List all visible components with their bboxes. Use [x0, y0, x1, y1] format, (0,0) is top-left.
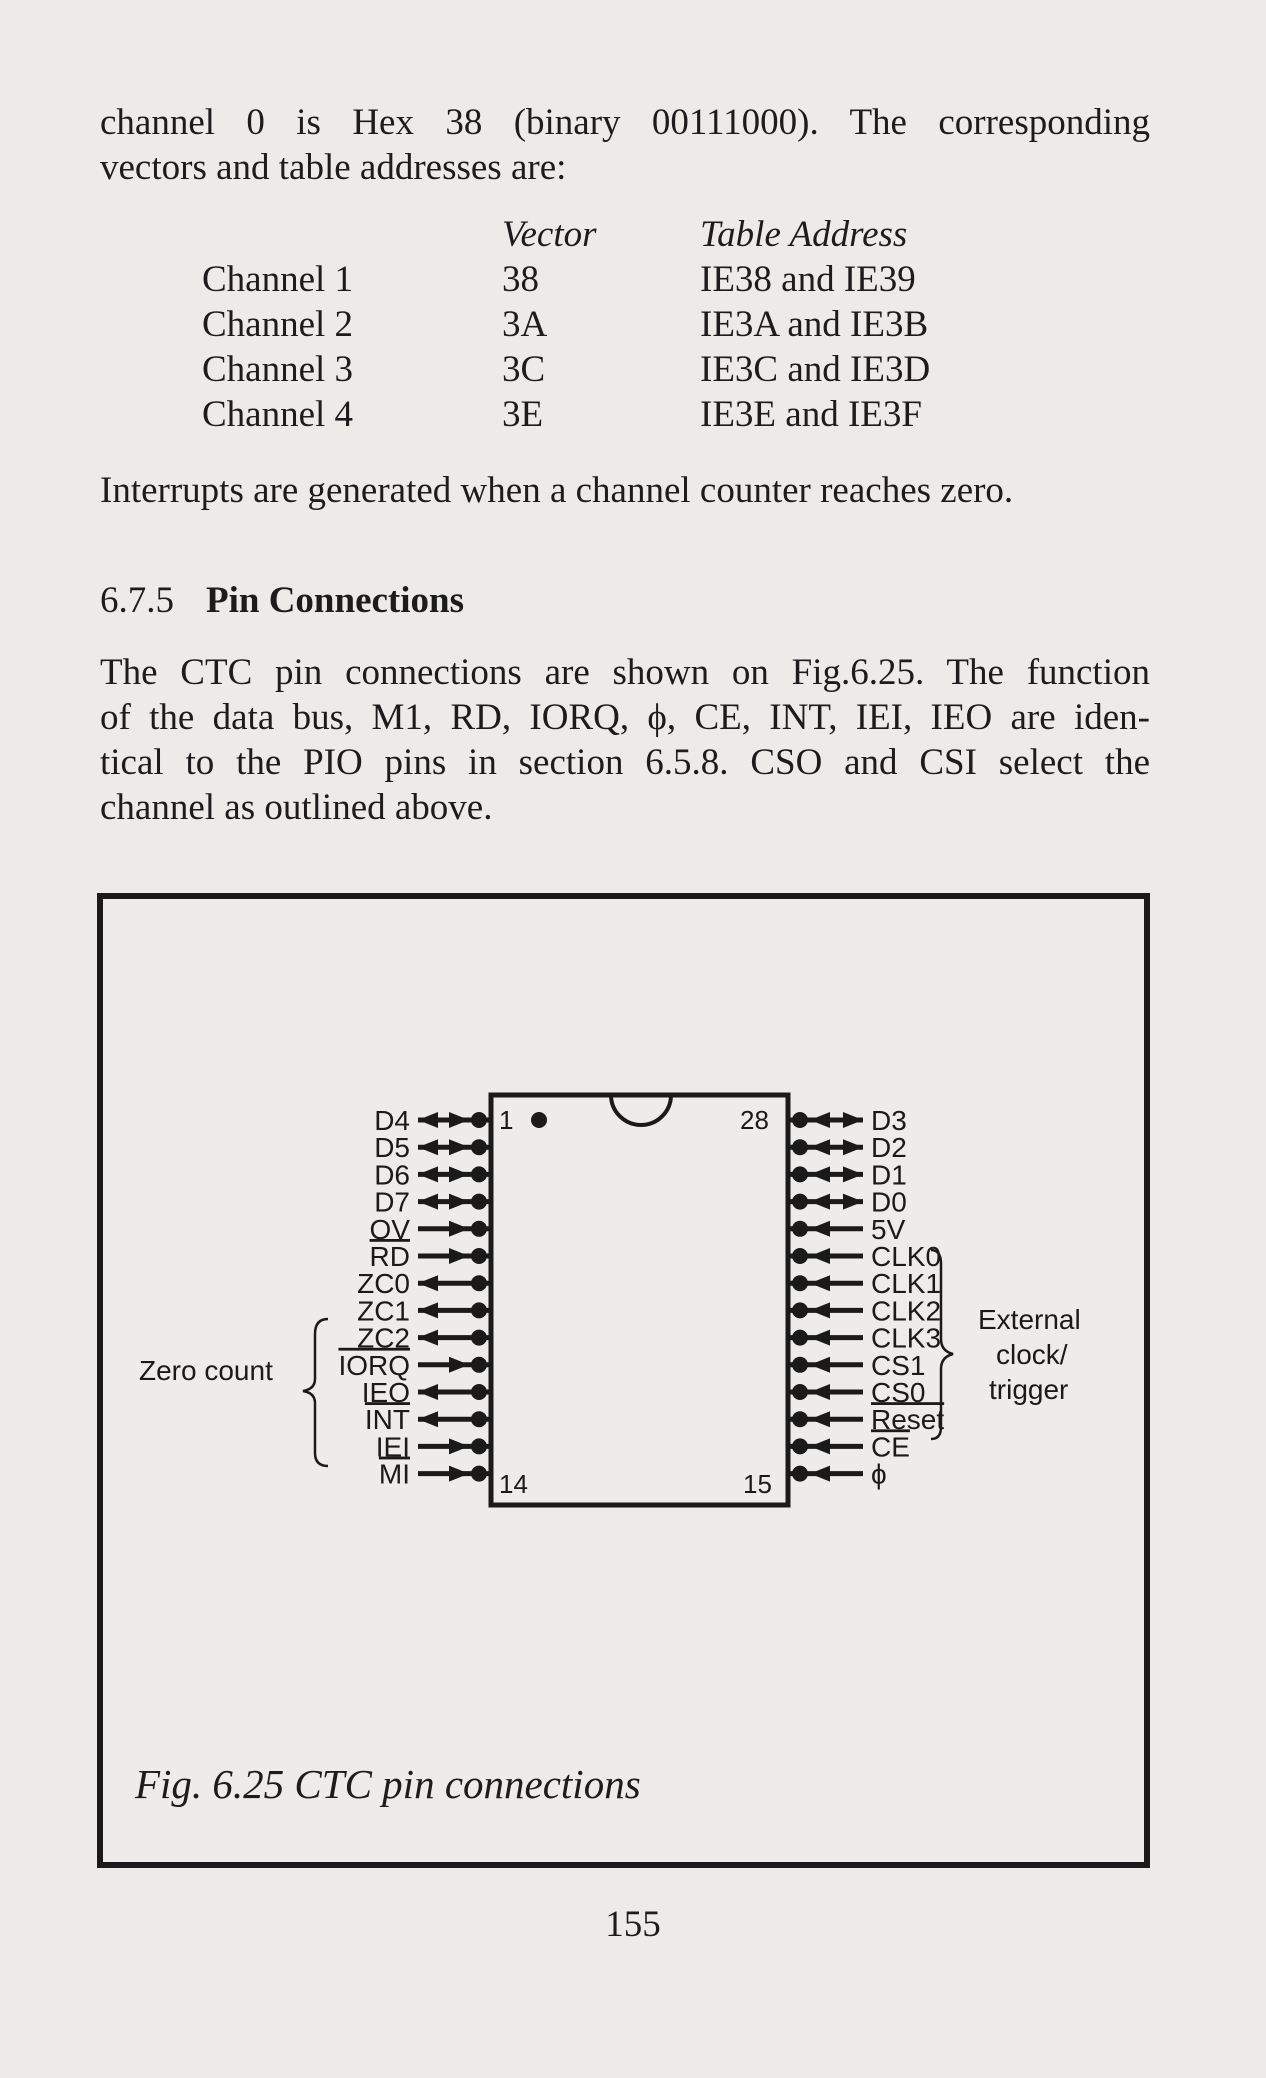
- section-title: Pin Connections: [206, 580, 465, 621]
- row-vector: 38: [502, 259, 539, 300]
- pin-label: D6: [374, 1159, 410, 1191]
- right-pin-group: [788, 1105, 944, 1490]
- intro-paragraph: [100, 100, 1150, 190]
- zero-count-label: Zero count: [139, 1355, 273, 1386]
- chip-body: [491, 1095, 788, 1505]
- pin1-dot: [531, 1112, 547, 1128]
- ctc-pin-figure: [97, 893, 1150, 1868]
- row-channel: Channel 1: [202, 259, 354, 300]
- pin-reset: [788, 1404, 944, 1435]
- pin-ce: [788, 1431, 910, 1462]
- pin-label: IEI: [375, 1431, 410, 1463]
- row-channel: Channel 3: [202, 349, 354, 390]
- pin-diagram: [103, 899, 1144, 1862]
- row-address: IE3E and IE3F: [700, 394, 922, 435]
- pin-label: INT: [364, 1404, 410, 1436]
- pin-label: ZC0: [357, 1268, 410, 1300]
- pin-label: D4: [374, 1105, 410, 1136]
- table-row: [0, 257, 1266, 302]
- table-row: [0, 302, 1266, 347]
- pin-label: CS1: [871, 1349, 926, 1381]
- interrupts-paragraph: [100, 468, 1150, 513]
- row-address: IE3C and IE3D: [700, 349, 931, 390]
- pin-mi: [379, 1459, 491, 1490]
- pin-label: MI: [378, 1458, 410, 1490]
- pin-label: 5V: [871, 1213, 906, 1245]
- chip-notch: [611, 1095, 671, 1125]
- pin-label: ZC2: [357, 1322, 410, 1354]
- pin-number-15: 15: [743, 1469, 772, 1499]
- pin-line-2: of the data bus, M1, RD, IORQ, ϕ, CE, INT, IEI, IEO are iden-: [100, 697, 1150, 738]
- pin-label: D2: [871, 1132, 907, 1164]
- zero-count-brace: [303, 1319, 328, 1466]
- pin-label: D7: [374, 1186, 410, 1218]
- row-address: IE3A and IE3B: [700, 304, 929, 345]
- intro-line-2: vectors and table addresses are:: [100, 147, 567, 188]
- pin-label: CS0: [871, 1377, 926, 1408]
- pin-label: CLK3: [871, 1322, 942, 1354]
- table-row: [0, 392, 1266, 437]
- pin-line-4: channel as outlined above.: [100, 787, 493, 828]
- pin-label: RD: [369, 1241, 410, 1272]
- pin-: [788, 1459, 887, 1490]
- section-heading: [100, 578, 464, 623]
- pin-number-14: 14: [499, 1469, 528, 1499]
- pin-paragraph: [100, 650, 1150, 830]
- pin-label: D0: [871, 1186, 907, 1218]
- external-label-line-2: clock/: [996, 1339, 1068, 1370]
- vector-table-header: [0, 212, 1266, 257]
- pin-label: D3: [871, 1105, 907, 1136]
- pin-label: IEO: [361, 1377, 410, 1408]
- external-label-line-3: trigger: [989, 1374, 1069, 1405]
- header-vector: Vector: [502, 214, 597, 255]
- row-address: IE38 and IE39: [700, 259, 916, 300]
- row-vector: 3C: [502, 349, 546, 390]
- pin-label: CLK1: [871, 1268, 942, 1300]
- section-number: 6.7.5: [100, 580, 174, 621]
- figure-caption: Fig. 6.25 CTC pin connections: [135, 1761, 641, 1807]
- pin-label: CE: [871, 1431, 910, 1463]
- table-row: [0, 347, 1266, 392]
- pin-line-3: tical to the PIO pins in section 6.5.8. CSO and CSI select the: [100, 742, 1150, 783]
- page-number: 155: [605, 1904, 661, 1945]
- row-vector: 3A: [502, 304, 548, 345]
- pin-label: Reset: [871, 1404, 945, 1436]
- header-table-address: Table Address: [700, 214, 908, 255]
- pin-line-1: The CTC pin connections are shown on Fig.6.25. The function: [100, 652, 1150, 693]
- pin-label: CLK2: [871, 1295, 942, 1327]
- pin-label: ϕ: [871, 1458, 887, 1490]
- row-channel: Channel 2: [202, 304, 354, 345]
- external-label-line-1: External: [978, 1304, 1081, 1335]
- pin-label: OV: [369, 1213, 410, 1245]
- interrupts-line: Interrupts are generated when a channel counter reaches zero.: [100, 470, 1014, 511]
- pin-label: D5: [374, 1132, 410, 1164]
- row-channel: Channel 4: [202, 394, 354, 435]
- pin-label: CLK0: [871, 1241, 942, 1272]
- left-pin-group: [338, 1105, 491, 1490]
- pin-number-28: 28: [740, 1105, 769, 1135]
- pin-number-1: 1: [499, 1105, 514, 1135]
- pin-label: IORQ: [338, 1349, 410, 1381]
- pin-label: D1: [871, 1159, 907, 1191]
- pin-label: ZC1: [357, 1295, 410, 1327]
- row-vector: 3E: [502, 394, 544, 435]
- intro-line-1: channel 0 is Hex 38 (binary 00111000). The corresponding: [100, 102, 1150, 143]
